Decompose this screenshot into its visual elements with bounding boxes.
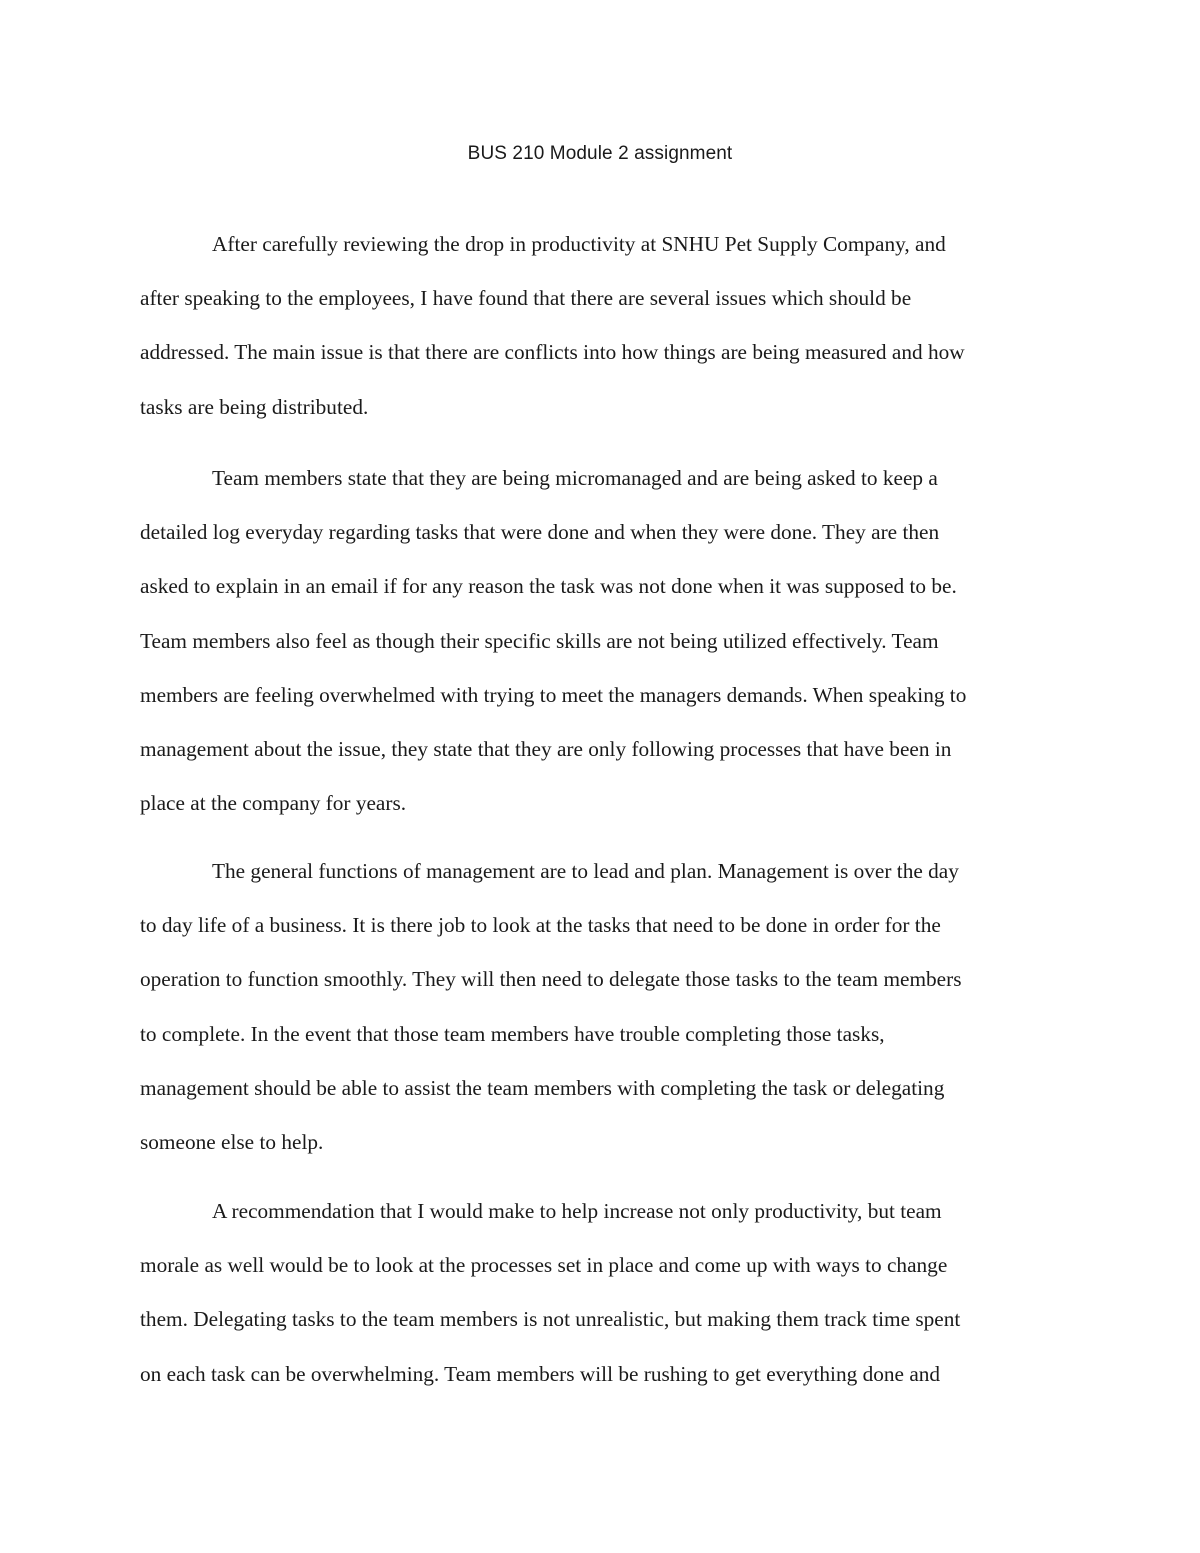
paragraph-line: operation to function smoothly. They will then need to delegate those tasks to the team members xyxy=(140,967,962,992)
paragraph-line: to complete. In the event that those team members have trouble completing those tasks, xyxy=(140,1021,885,1046)
paragraph-line: management should be able to assist the team members with completing the task or delegating xyxy=(140,1075,945,1100)
paragraph-line: them. Delegating tasks to the team members is not unrealistic, but making them track time spent xyxy=(140,1307,961,1332)
paragraph-line: management about the issue, they state that they are only following processes that have been in xyxy=(140,736,952,761)
paragraph-line: tasks are being distributed. xyxy=(140,394,369,419)
paragraph-line: A recommendation that I would make to help increase not only productivity, but team xyxy=(212,1199,942,1223)
paragraph-line: after speaking to the employees, I have found that there are several issues which should be xyxy=(140,286,912,311)
paragraph-line: After carefully reviewing the drop in productivity at SNHU Pet Supply Company, and xyxy=(212,232,946,256)
document-title: BUS 210 Module 2 assignment xyxy=(467,143,733,164)
paragraph-2 xyxy=(140,460,966,839)
paragraph-line: The general functions of management are to lead and plan. Management is over the day xyxy=(212,859,959,883)
paragraph-line: addressed. The main issue is that there are conflicts into how things are being measured and how xyxy=(140,340,965,365)
paragraph-line: detailed log everyday regarding tasks that were done and when they were done. They are then xyxy=(140,520,940,545)
paragraph-line: members are feeling overwhelmed with trying to meet the managers demands. When speaking to xyxy=(140,682,967,707)
paragraph-line: Team members state that they are being micromanaged and are being asked to keep a xyxy=(212,466,938,490)
paragraph-line: asked to explain in an email if for any reason the task was not done when it was supposed to be. xyxy=(140,574,957,599)
paragraph-line: morale as well would be to look at the processes set in place and come up with ways to change xyxy=(140,1253,948,1278)
paragraph-3 xyxy=(140,853,962,1178)
paragraph-4 xyxy=(140,1193,960,1410)
paragraph-line: someone else to help. xyxy=(140,1129,324,1154)
paragraph-1 xyxy=(140,226,965,443)
paragraph-line: Team members also feel as though their specific skills are not being utilized effectively. Team xyxy=(140,628,939,653)
paragraph-line: to day life of a business. It is there job to look at the tasks that need to be done in order for the xyxy=(140,913,941,938)
paragraph-line: on each task can be overwhelming. Team members will be rushing to get everything done and xyxy=(140,1361,941,1386)
paragraph-line: place at the company for years. xyxy=(140,791,407,816)
